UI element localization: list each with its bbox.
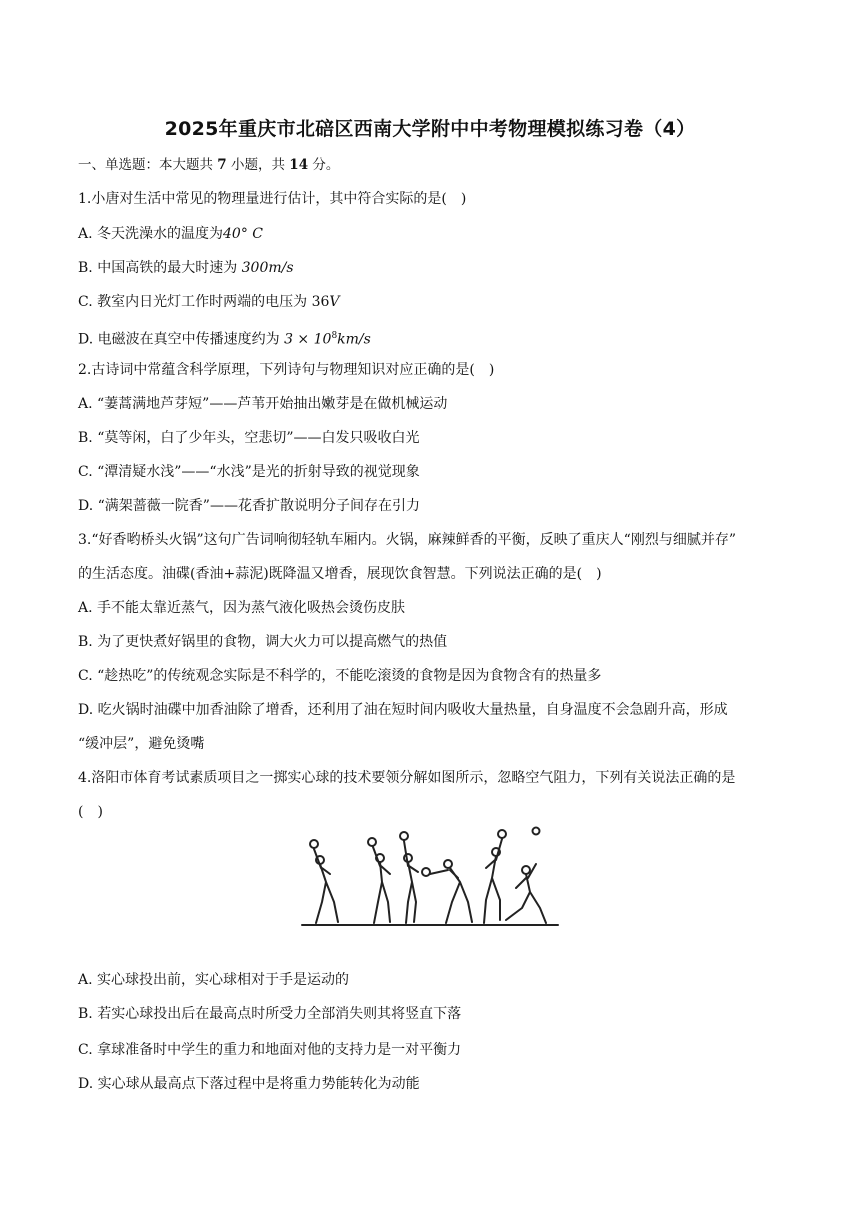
- option-math: V: [329, 294, 340, 310]
- athlete-figure-6: [506, 864, 546, 923]
- option-math: 300m/s: [241, 260, 294, 276]
- athlete-figure-4: [422, 860, 472, 923]
- question-4-option-c: C. 拿球准备时中学生的重力和地面对他的支持力是一对平衡力: [78, 1042, 462, 1058]
- exponent: 8: [331, 331, 338, 341]
- section-middle: 小题，共: [226, 157, 290, 173]
- question-4-stem-line-1: 4.洛阳市体育考试素质项目之一掷实心球的技术要领分解如图所示，忽略空气阻力，下列有关说法正确的是: [78, 770, 736, 786]
- question-1-option-d: [78, 326, 783, 350]
- question-2-option-b: B. “莫等闲，白了少年头，空悲切”——白发只吸收白光: [78, 430, 420, 446]
- question-4-option-d: D. 实心球从最高点下落过程中是将重力势能转化为动能: [78, 1076, 420, 1092]
- question-2-option-a: A. “萋蒿满地芦芽短”——芦苇开始抽出嫩芽是在做机械运动: [78, 396, 448, 412]
- question-1-option-c: [78, 292, 783, 312]
- athlete-figure-1: [310, 840, 338, 923]
- question-1-option-b: [78, 258, 783, 278]
- option-text: D. 电磁波在真空中传播速度约为: [78, 331, 285, 348]
- question-3-stem-line-2: 的生活态度。油碟(香油+蒜泥)既降温又增香，展现饮食智慧。下列说法正确的是( ): [78, 566, 602, 582]
- athlete-figure-2: [368, 838, 390, 923]
- question-count: 7: [217, 157, 227, 173]
- option-math: 3 × 10: [284, 331, 332, 348]
- question-2-option-c: C. “潭清疑水浅”——“水浅”是光的折射导致的视觉现象: [78, 464, 420, 480]
- option-text: A. 冬天洗澡水的温度为: [78, 226, 224, 242]
- ball-icon: [533, 828, 540, 835]
- question-4-stem-line-2: ( ): [78, 804, 103, 820]
- question-3-option-d-line-1: D. 吃火锅时油碟中加香油除了增香，还利用了油在短时间内吸收大量热量，自身温度不会急剧升高，形成: [78, 702, 728, 718]
- option-unit: km/s: [337, 331, 371, 348]
- section-header: [78, 155, 783, 175]
- question-4-option-b: B. 若实心球投出后在最高点时所受力全部消失则其将竖直下落: [78, 1006, 462, 1022]
- total-points: 14: [289, 157, 309, 173]
- section-prefix: 一、单选题：本大题共: [78, 157, 218, 173]
- question-1-stem: 1.小唐对生活中常见的物理量进行估计，其中符合实际的是( ): [78, 191, 467, 207]
- option-text: C. 教室内日光灯工作时两端的电压为 36: [78, 294, 330, 310]
- athlete-figure-5: [484, 830, 506, 923]
- page-title: 2025年重庆市北碚区西南大学附中中考物理模拟练习卷（4）: [164, 118, 696, 140]
- question-3-option-a: A. 手不能太靠近蒸气，因为蒸气液化吸热会烫伤皮肤: [78, 600, 406, 616]
- section-suffix: 分。: [308, 157, 340, 173]
- question-3-stem-line-1: 3.“好香哟桥头火锅”这句广告词响彻轻轨车厢内。火锅，麻辣鲜香的平衡，反映了重庆人“刚烈与细腻并存”: [78, 532, 736, 548]
- question-3-option-b: B. 为了更快煮好锅里的食物，调大火力可以提高燃气的热值: [78, 634, 448, 650]
- question-3-option-d-line-2: “缓冲层”，避免烫嘴: [78, 736, 205, 752]
- question-4-option-a: A. 实心球投出前，实心球相对于手是运动的: [78, 972, 350, 988]
- athlete-figure-3: [400, 832, 418, 923]
- option-text: B. 中国高铁的最大时速为: [78, 260, 242, 276]
- option-math: 40° C: [223, 226, 263, 242]
- question-1-option-a: [78, 224, 783, 244]
- shot-put-figure: [300, 822, 562, 934]
- question-2-option-d: D. “满架蔷薇一院香”——花香扩散说明分子间存在引力: [78, 498, 420, 514]
- question-3-option-c: C. “趁热吃”的传统观念实际是不科学的，不能吃滚烫的食物是因为食物含有的热量多: [78, 668, 602, 684]
- question-2-stem: 2.古诗词中常蕴含科学原理，下列诗句与物理知识对应正确的是( ): [78, 362, 495, 378]
